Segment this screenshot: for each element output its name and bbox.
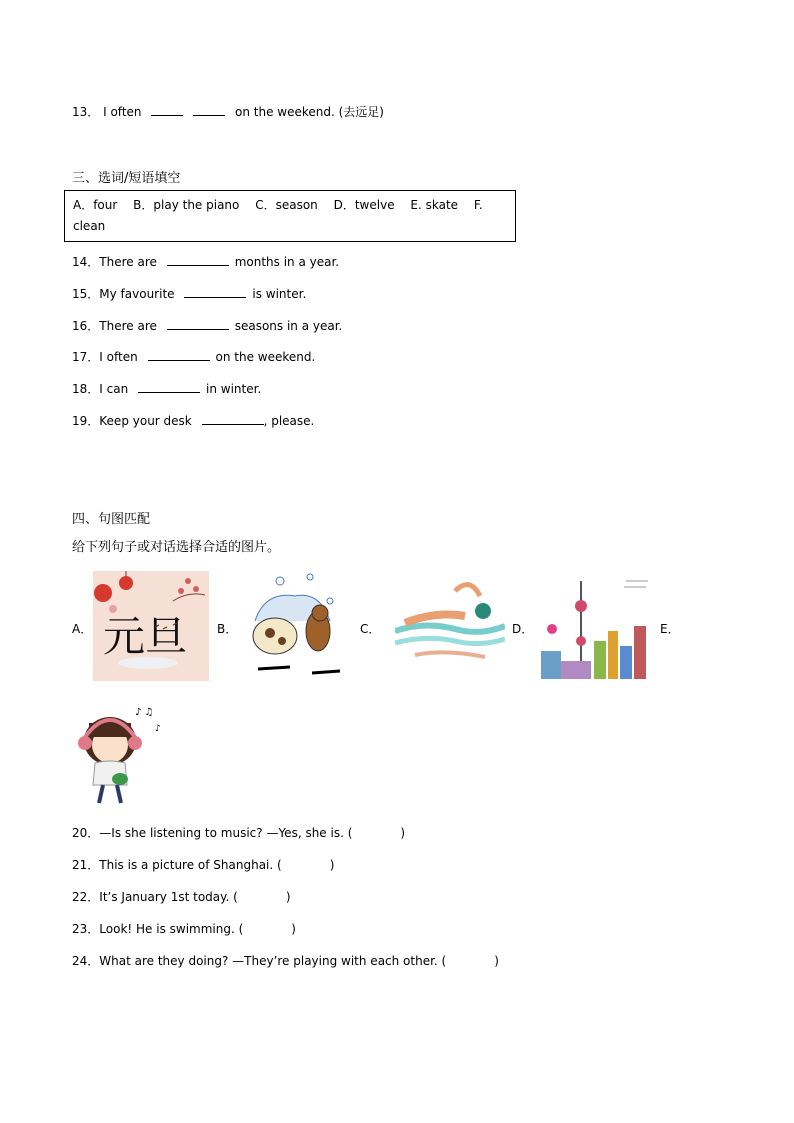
question-number: 24．: [72, 954, 100, 968]
question-text: seasons in a year.: [234, 319, 343, 333]
pic-label-a: A．: [72, 622, 93, 636]
answer-blank[interactable]: [138, 380, 200, 393]
question-number: 13．: [72, 105, 100, 119]
pic-label-d: D．: [512, 622, 534, 636]
option-f: F.: [473, 198, 483, 212]
close-paren: ): [494, 954, 499, 968]
question-text: I can: [99, 382, 129, 396]
question-21: [72, 857, 334, 873]
question-text: This is a picture of Shanghai. (: [99, 858, 282, 872]
close-paren: ): [329, 858, 335, 872]
question-15: [72, 285, 306, 302]
section-4-title: 四、句图匹配: [72, 512, 151, 527]
question-text: Look! He is swimming. (: [99, 922, 244, 936]
answer-blank[interactable]: [167, 317, 229, 330]
option-f-word: clean: [73, 219, 106, 233]
new-year-calligraphy: 元旦: [103, 612, 188, 661]
question-text: , please.: [263, 414, 315, 428]
option-d: D．twelve: [333, 198, 395, 212]
question-number: 16．: [72, 319, 100, 333]
question-20: [72, 825, 405, 841]
question-text: I often: [99, 350, 138, 364]
question-number: 17．: [72, 350, 100, 364]
question-18: [72, 380, 261, 397]
pic-label-c: C．: [360, 622, 381, 636]
close-paren: ): [400, 826, 406, 840]
question-13: [72, 103, 384, 120]
question-number: 14．: [72, 255, 100, 269]
question-24: [72, 953, 499, 969]
answer-blank[interactable]: [167, 253, 229, 266]
dogs-playing-picture: [240, 571, 345, 681]
question-text: is winter.: [252, 287, 307, 301]
question-22: [72, 889, 291, 905]
question-number: 20．: [72, 826, 100, 840]
option-c: C．season: [255, 198, 318, 212]
question-text: —Is she listening to music? —Yes, she is. (: [99, 826, 353, 840]
question-text: What are they doing? —They’re playing with each other. (: [99, 954, 447, 968]
question-number: 19．: [72, 414, 100, 428]
shanghai-skyline-picture: [536, 571, 652, 681]
question-text: Keep your desk: [99, 414, 192, 428]
question-14: [72, 253, 339, 270]
section-4-instruction: 给下列句子或对话选择合适的图片。: [72, 540, 281, 555]
answer-blank[interactable]: [151, 103, 183, 116]
close-paren: ): [291, 922, 296, 936]
question-text: There are: [99, 319, 157, 333]
word-bank-box: [64, 190, 516, 242]
section-3-title: 三、选词/短语填空: [72, 171, 181, 186]
answer-blank[interactable]: [148, 348, 210, 361]
close-paren: ): [285, 890, 291, 904]
question-number: 21．: [72, 858, 100, 872]
question-text: My favourite: [99, 287, 175, 301]
question-text: There are: [99, 255, 157, 269]
svg-text:♪ ♫: ♪ ♫: [135, 707, 154, 718]
option-a: A．four: [73, 198, 118, 212]
answer-blank[interactable]: [184, 285, 246, 298]
pic-label-b: B．: [217, 622, 238, 636]
question-number: 18．: [72, 382, 100, 396]
question-23: [72, 921, 296, 937]
question-number: 22．: [72, 890, 100, 904]
question-text: It’s January 1st today. (: [99, 890, 238, 904]
swimming-picture: [395, 571, 505, 681]
option-e: E. skate: [410, 198, 459, 212]
question-text: in winter.: [206, 382, 262, 396]
option-b: B．play the piano: [133, 198, 240, 212]
question-number: 23．: [72, 922, 100, 936]
question-text: months in a year.: [234, 255, 340, 269]
answer-blank[interactable]: [193, 103, 225, 116]
question-number: 15．: [72, 287, 100, 301]
question-text: I often: [103, 105, 142, 119]
svg-text:♪: ♪: [155, 724, 161, 734]
question-text: on the weekend. (去远足): [235, 105, 384, 119]
question-16: [72, 317, 342, 334]
answer-blank[interactable]: [202, 412, 264, 425]
new-year-picture: [93, 571, 209, 681]
girl-listening-music-picture: [75, 703, 185, 808]
pic-label-e: E．: [660, 622, 680, 636]
question-19: [72, 412, 314, 429]
question-17: [72, 348, 315, 365]
question-text: on the weekend.: [215, 350, 316, 364]
